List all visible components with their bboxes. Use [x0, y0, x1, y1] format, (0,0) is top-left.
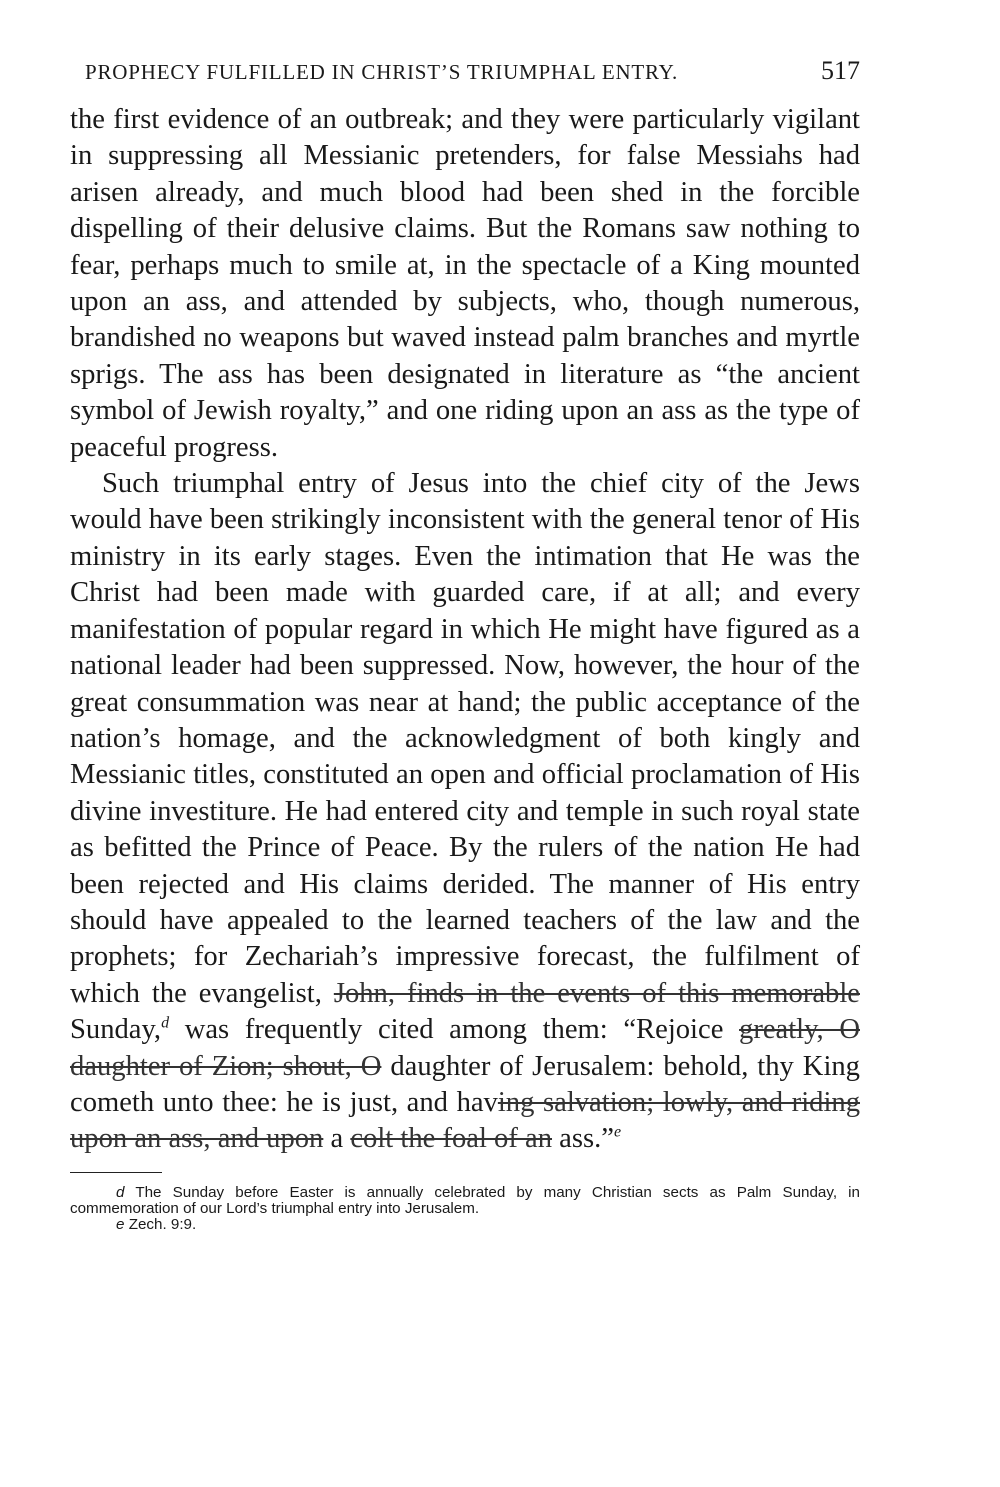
struck-text-4: colt the foal of an	[350, 1123, 553, 1155]
footnote-ref-e: e	[613, 1123, 622, 1141]
footnote-e	[70, 1217, 860, 1233]
footnote-divider	[70, 1172, 162, 1173]
running-head-title: PROPHECY FULFILLED IN CHRIST’S TRIUMPHAL ENTRY.	[85, 60, 678, 84]
paragraph-1: the first evidence of an outbreak; and they were particularly vigilant in suppressing all Messianic pretenders, for false Messiahs had arisen already, and much blood had been shed in the forcible dispelling of their delusive claims. But the Romans saw nothing to fear, perhaps much to smile at, in the spectacle of a King mounted upon an ass, and attended by subjects, who, though numerous, brandished no weapons but waved instead palm branches and myrtle sprigs. The ass has been designated in literature as “the ancient symbol of Jewish royalty,” and one riding upon an ass as the type of peaceful progress.	[70, 104, 860, 463]
book-page	[70, 56, 860, 1233]
footnote-text-d: The Sunday before Easter is annually celebrated by many Christian sects as Palm Sunday, in commemoration of our Lord’s triumphal entry into Jerusalem.	[70, 1183, 861, 1217]
footnotes	[70, 1185, 860, 1233]
struck-text-3: ing salvation; lowly, and riding upon an ass, and upon	[70, 1086, 860, 1155]
paragraph-2-seg-4: a	[323, 1123, 351, 1155]
footnote-mark-e: e	[116, 1215, 125, 1233]
struck-text-2: greatly, O daughter of Zion; shout, O	[70, 1014, 860, 1082]
footnote-text-e: Zech. 9:9.	[128, 1215, 197, 1233]
running-head	[85, 56, 860, 86]
body-text	[70, 102, 860, 1158]
paragraph-2-seg-1: Sunday,	[70, 1014, 162, 1046]
paragraph-2-main: Such triumphal entry of Jesus into the chief city of the Jews would have been strikingly inconsistent with the general tenor of His ministry in its early stages. Even the intimation that He was the Christ had been made with guarded care, if at all; and every manifestation of popular regard in which He might have figured as a national leader had been suppressed. Now, however, the hour of the great consummation was near at hand; the public acceptance of the nation’s homage, and the acknowledgment of both kingly and Messianic titles, constituted an open and official proclamation of His divine investiture. He had entered city and temple in such royal state as befitted the Prince of Peace. By the rulers of the nation He had been rejected and His claims derided. The manner of His entry should have appealed to the learned teachers of the law and the prophets; for Zechariah’s impressive forecast, the fulfilment of which the evangelist,	[70, 468, 860, 1009]
footnote-mark-d: d	[116, 1183, 125, 1201]
paragraph-2-seg-3: daughter of Jerusalem: behold, thy King cometh unto thee: he is just, and hav	[70, 1050, 860, 1118]
footnote-ref-d: d	[161, 1014, 170, 1032]
page-number: 517	[821, 56, 860, 85]
struck-text-1: John, finds in the events of this memorable	[333, 977, 860, 1009]
paragraph-2	[70, 466, 860, 1158]
footnote-d	[70, 1185, 860, 1217]
paragraph-2-seg-2: was frequently cited among them: “Rejoice	[169, 1014, 740, 1046]
paragraph-2-seg-5: ass.”	[552, 1123, 614, 1155]
